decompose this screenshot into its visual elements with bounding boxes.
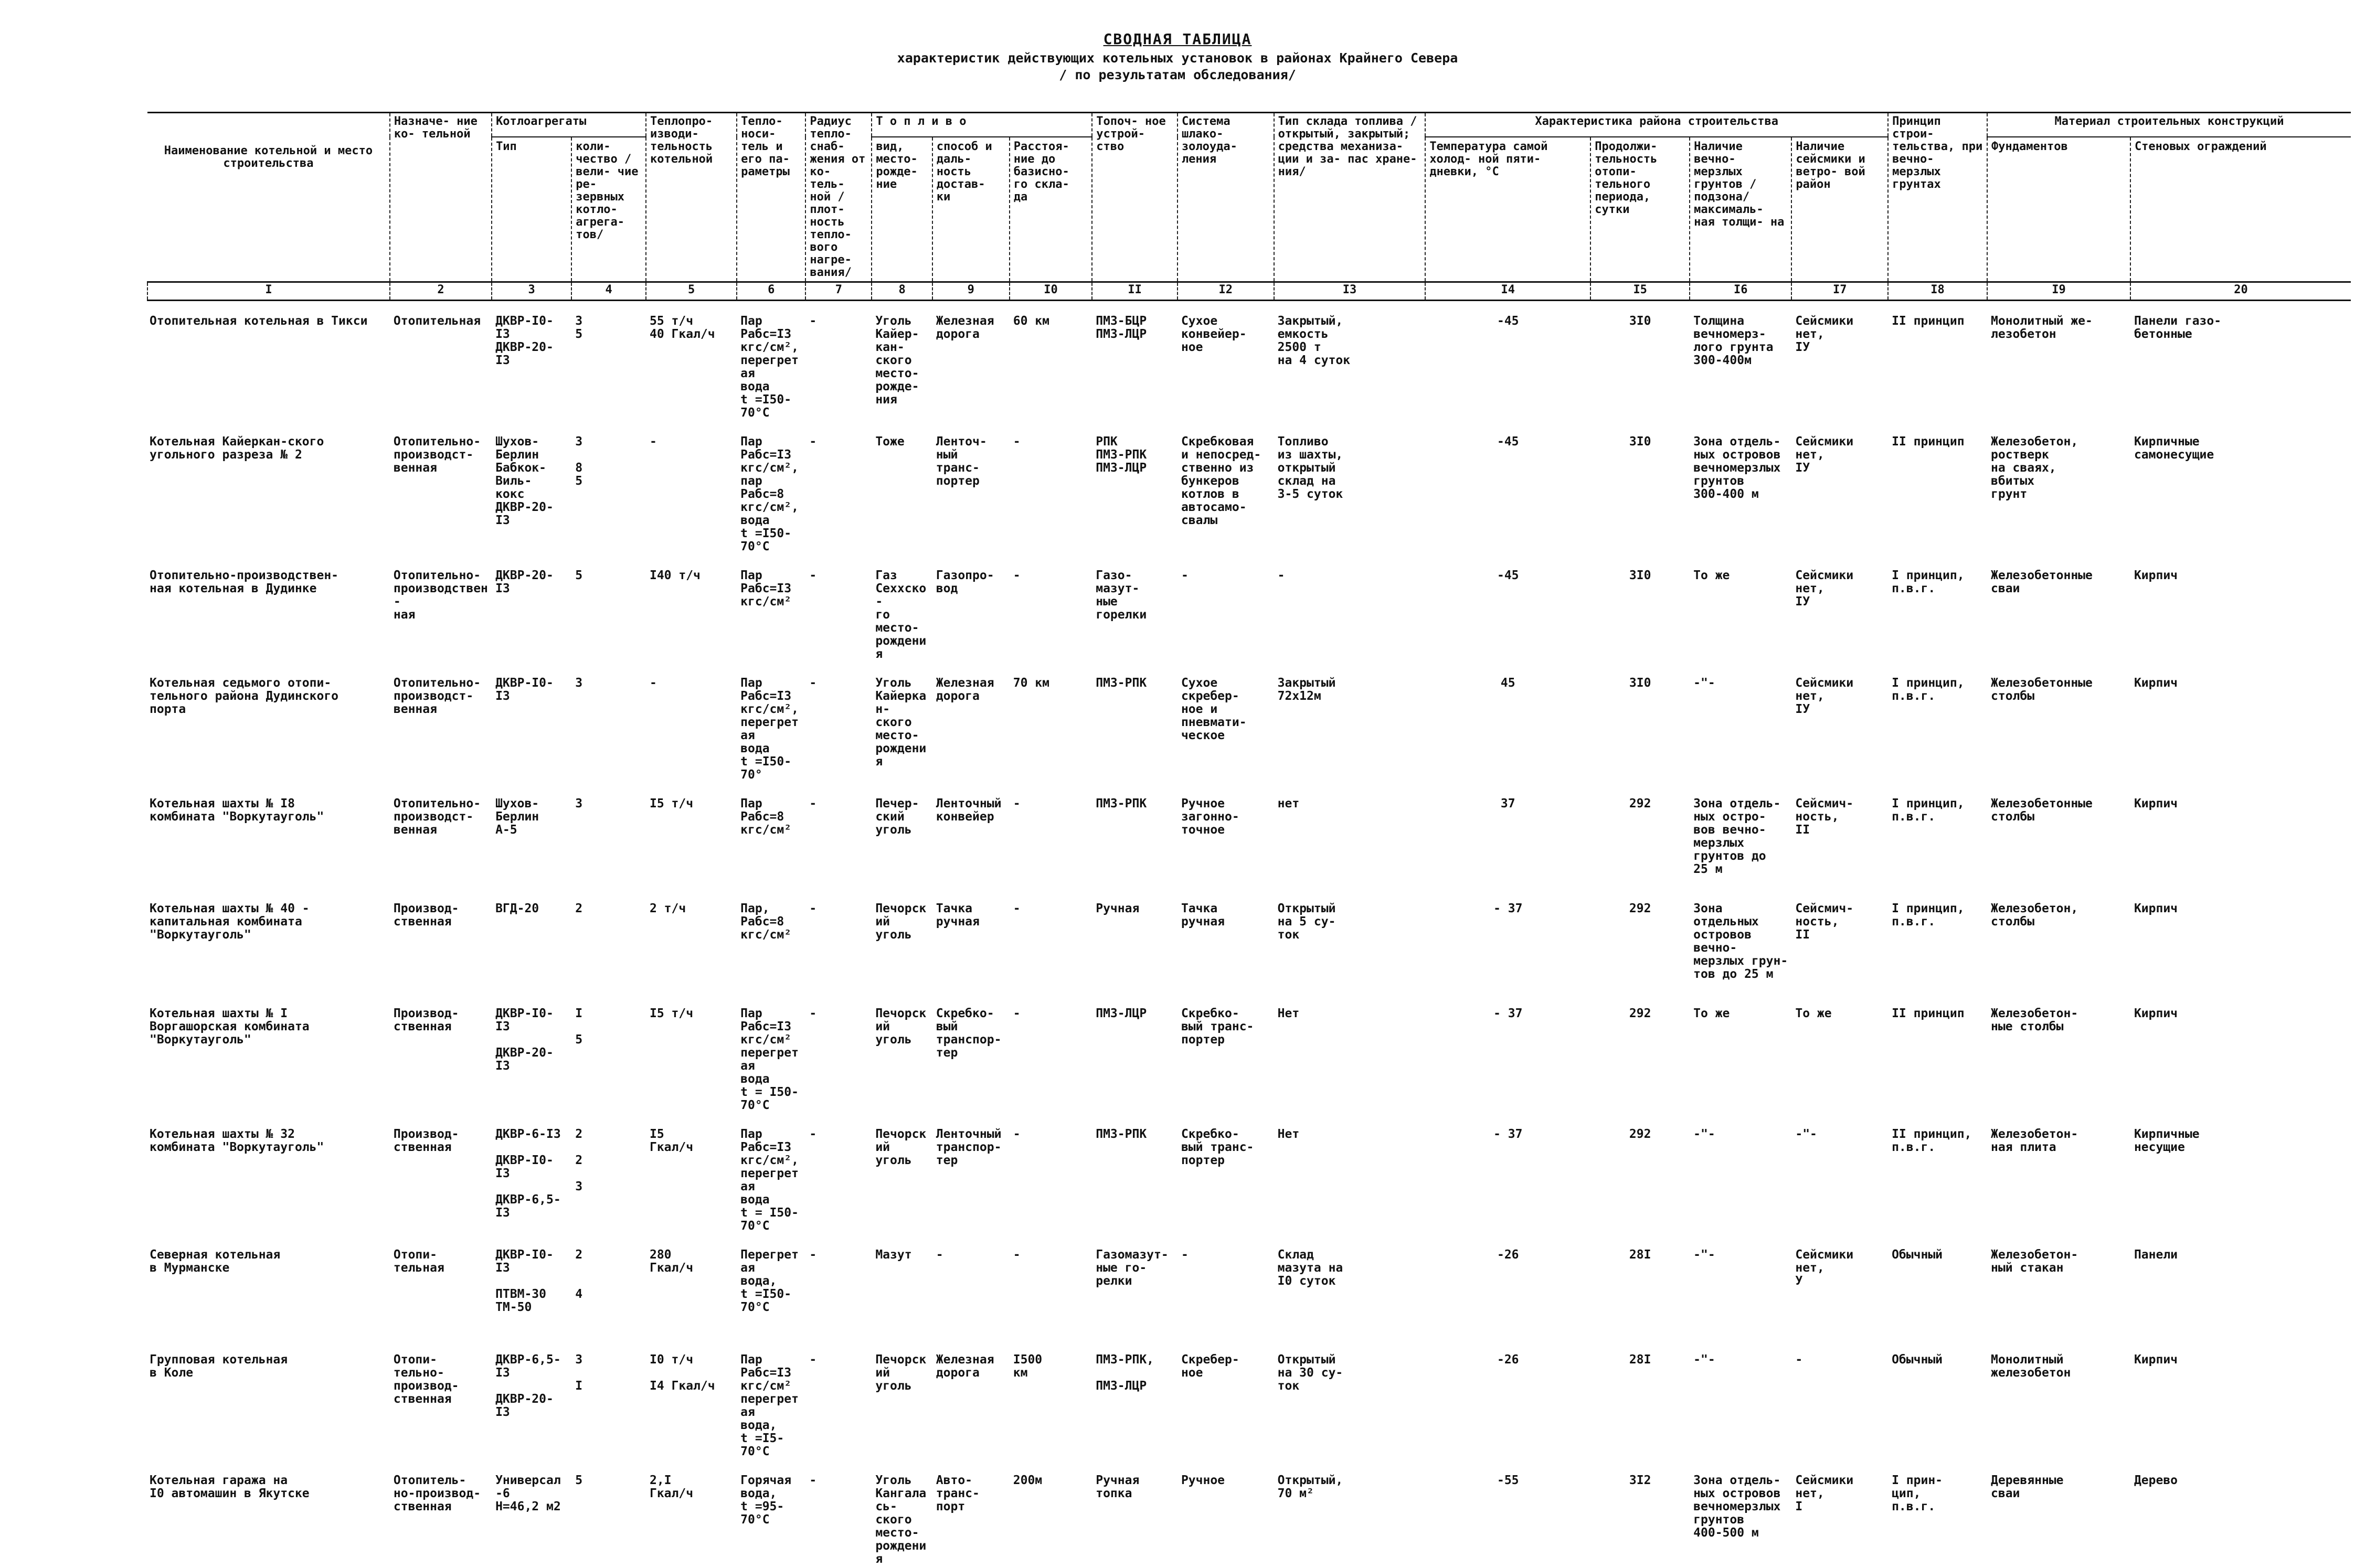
cell-supply-radius: - <box>805 663 872 784</box>
cell-name-location: Котельная Кайеркан-ского угольного разреза № 2 <box>147 422 390 556</box>
table-row <box>147 784 2351 889</box>
cell-furnace: Газомазут- ные го- релки <box>1092 1235 1178 1340</box>
cell-permafrost: -"- <box>1690 1235 1791 1340</box>
cell-temperature: - 37 <box>1425 994 1590 1114</box>
cell-foundations: Железобетон, ростверк на сваях, вбитых грунт <box>1987 422 2130 556</box>
cell-fuel-type: Уголь Кангалась- ского место- рождения <box>872 1460 932 1568</box>
table-row <box>147 1235 2351 1340</box>
cell-foundations: Железобетонные сваи <box>1987 556 2130 663</box>
cell-walls: Кирпич <box>2130 889 2351 994</box>
cell-heating-period: 292 <box>1590 1114 1690 1235</box>
cell-seismic: Сейсмики нет, У <box>1791 1235 1888 1340</box>
cell-fuel-storage: Открытый на 5 су- ток <box>1274 889 1426 994</box>
column-number: 5 <box>646 282 737 301</box>
cell-fuel-distance: 70 км <box>1010 663 1092 784</box>
table-row <box>147 1114 2351 1235</box>
cell-walls: Кирпич <box>2130 784 2351 889</box>
header-purpose: Назначе- ние ко- тельной <box>390 113 492 282</box>
cell-temperature: -55 <box>1425 1460 1590 1568</box>
summary-table <box>147 112 2351 1568</box>
cell-furnace: Газо- мазут- ные горелки <box>1092 556 1178 663</box>
cell-fuel-storage: Закрытый 72х12м <box>1274 663 1426 784</box>
header-boiler-type: Тип <box>492 137 571 282</box>
cell-heating-period: 292 <box>1590 784 1690 889</box>
cell-furnace: ПМЗ-РПК <box>1092 1114 1178 1235</box>
cell-name-location: Отопительная котельная в Тикси <box>147 301 390 422</box>
column-number: II <box>1092 282 1178 301</box>
cell-supply-radius: - <box>805 422 872 556</box>
cell-fuel-type: Печорский уголь <box>872 1114 932 1235</box>
cell-fuel-storage: Закрытый, емкость 2500 т на 4 суток <box>1274 301 1426 422</box>
cell-fuel-distance: 60 км <box>1010 301 1092 422</box>
cell-heating-period: 3I0 <box>1590 556 1690 663</box>
column-number: 2 <box>390 282 492 301</box>
header-heat-carrier: Тепло- носи- тель и его па- раметры <box>737 113 805 282</box>
table-row <box>147 556 2351 663</box>
cell-ash-removal: Скребко- вый транс- портер <box>1178 994 1274 1114</box>
cell-furnace: ПМЗ-РПК <box>1092 663 1178 784</box>
cell-boiler-count: 2 2 3 <box>571 1114 646 1235</box>
cell-capacity: 55 т/ч 40 Гкал/ч <box>646 301 737 422</box>
cell-temperature: -26 <box>1425 1340 1590 1460</box>
header-supply-radius: Радиус тепло- снаб- жения от ко- тель- ной /плот- ность тепло- вого нагре- вания/ <box>805 113 872 282</box>
column-number: 4 <box>571 282 646 301</box>
cell-supply-radius: - <box>805 1340 872 1460</box>
cell-heating-period: 3I0 <box>1590 301 1690 422</box>
cell-heating-period: 28I <box>1590 1340 1690 1460</box>
header-temperature: Температура самой холод- ной пяти- дневки, °С <box>1425 137 1590 282</box>
cell-construction-principle: II принцип <box>1888 994 1987 1114</box>
cell-construction-principle: Обычный <box>1888 1340 1987 1460</box>
table-row <box>147 422 2351 556</box>
cell-temperature: - 37 <box>1425 889 1590 994</box>
column-number: 9 <box>932 282 1010 301</box>
column-number: I3 <box>1274 282 1426 301</box>
cell-furnace: Ручная топка <box>1092 1460 1178 1568</box>
cell-boiler-count: 2 <box>571 889 646 994</box>
cell-temperature: 37 <box>1425 784 1590 889</box>
cell-capacity: I5 Гкал/ч <box>646 1114 737 1235</box>
cell-seismic: -"- <box>1791 1114 1888 1235</box>
cell-foundations: Железобетон- ные столбы <box>1987 994 2130 1114</box>
cell-capacity: 2,I Гкал/ч <box>646 1460 737 1568</box>
header-fuel-type: вид, место- рожде- ние <box>872 137 932 282</box>
cell-construction-principle: I принцип, п.в.г. <box>1888 663 1987 784</box>
column-number: I0 <box>1010 282 1092 301</box>
cell-permafrost: То же <box>1690 556 1791 663</box>
cell-permafrost: То же <box>1690 994 1791 1114</box>
cell-foundations: Монолитный же- лезобетон <box>1987 301 2130 422</box>
column-number: I9 <box>1987 282 2130 301</box>
cell-construction-principle: Обычный <box>1888 1235 1987 1340</box>
cell-permafrost: Толщина вечномерз- лого грунта 300-400м <box>1690 301 1791 422</box>
cell-fuel-delivery: Авто- транс- порт <box>932 1460 1010 1568</box>
cell-fuel-distance: - <box>1010 994 1092 1114</box>
header-seismic: Наличие сейсмики и ветро- вой район <box>1791 137 1888 282</box>
header-fuel-distance: Расстоя- ние до базисно- го скла- да <box>1010 137 1092 282</box>
header-fuel-delivery: способ и даль- ность достав- ки <box>932 137 1010 282</box>
cell-boiler-type: Универсал-6 Н=46,2 м2 <box>492 1460 571 1568</box>
cell-purpose: Производ- ственная <box>390 1114 492 1235</box>
cell-fuel-storage: - <box>1274 556 1426 663</box>
cell-seismic: Сейсмики нет, IУ <box>1791 556 1888 663</box>
cell-boiler-count: 3 <box>571 784 646 889</box>
cell-walls: Панели газо- бетонные <box>2130 301 2351 422</box>
cell-fuel-type: Печер- ский уголь <box>872 784 932 889</box>
cell-heat-carrier: Пар Pабс=I3 кгс/см² перегретая вода, t =I5-70°С <box>737 1340 805 1460</box>
header-furnace: Топоч- ное устрой- ство <box>1092 113 1178 282</box>
table-row <box>147 994 2351 1114</box>
header-heating-period: Продолжи- тельность отопи- тельного периода, сутки <box>1590 137 1690 282</box>
cell-fuel-storage: Нет <box>1274 1114 1426 1235</box>
cell-purpose: Производ- ственная <box>390 994 492 1114</box>
table-header <box>147 113 2351 301</box>
cell-furnace: ПМЗ-ЛЦР <box>1092 994 1178 1114</box>
cell-fuel-storage: Нет <box>1274 994 1426 1114</box>
cell-seismic: Сейсмики нет, I <box>1791 1460 1888 1568</box>
cell-heat-carrier: Пар Pабс=I3 кгс/см², пар Pабс=8 кгс/см², вода t =I50-70°С <box>737 422 805 556</box>
cell-name-location: Котельная шахты № I Воргашорская комбината "Воркутауголь" <box>147 994 390 1114</box>
cell-capacity: 2 т/ч <box>646 889 737 994</box>
document-header <box>0 29 2355 83</box>
header-permafrost: Наличие вечно- мерзлых грунтов /подзона/ максималь- ная толщи- на <box>1690 137 1791 282</box>
cell-walls: Кирпич <box>2130 556 2351 663</box>
cell-boiler-type: ДКВР-I0-I3 <box>492 663 571 784</box>
table-body <box>147 301 2351 1568</box>
column-number: 8 <box>872 282 932 301</box>
cell-permafrost: Зона отдельных островов вечно- мерзлых грун- тов до 25 м <box>1690 889 1791 994</box>
cell-walls: Кирпичные самонесущие <box>2130 422 2351 556</box>
document-subtitle: характеристик действующих котельных установок в районах Крайнего Севера <box>0 50 2355 67</box>
cell-name-location: Северная котельная в Мурманске <box>147 1235 390 1340</box>
cell-name-location: Котельная гаража на I0 автомашин в Якутске <box>147 1460 390 1568</box>
cell-fuel-delivery: Скребко- вый транспор- тер <box>932 994 1010 1114</box>
cell-supply-radius: - <box>805 556 872 663</box>
cell-heating-period: 3I2 <box>1590 1460 1690 1568</box>
table-row <box>147 889 2351 994</box>
cell-ash-removal: Сухое скребер- ное и пневмати- ческое <box>1178 663 1274 784</box>
cell-ash-removal: - <box>1178 1235 1274 1340</box>
header-materials-group: Материал строительных конструкций <box>1987 113 2351 137</box>
cell-permafrost: Зона отдель- ных островов вечномерзлых грунтов 300-400 м <box>1690 422 1791 556</box>
cell-boiler-count: 3 8 5 <box>571 422 646 556</box>
cell-purpose: Отопи- тельно- производ- ственная <box>390 1340 492 1460</box>
cell-permafrost: Зона отдель- ных островов вечномерзлых грунтов 400-500 м <box>1690 1460 1791 1568</box>
cell-heat-carrier: Пар Pабс=I3 кгс/см² перегретая вода t = I50-70°С <box>737 994 805 1114</box>
cell-walls: Кирпич <box>2130 994 2351 1114</box>
cell-ash-removal: Сухое конвейер- ное <box>1178 301 1274 422</box>
cell-fuel-delivery: Ленточный транспор- тер <box>932 1114 1010 1235</box>
cell-fuel-type: Печорский уголь <box>872 1340 932 1460</box>
cell-fuel-delivery: Газопро- вод <box>932 556 1010 663</box>
cell-walls: Кирпич <box>2130 663 2351 784</box>
cell-heat-carrier: Пар Pабс=I3 кгс/см² <box>737 556 805 663</box>
header-boiler-units-group: Котлоагрегаты <box>492 113 646 137</box>
cell-fuel-type: Мазут <box>872 1235 932 1340</box>
cell-walls: Панели <box>2130 1235 2351 1340</box>
cell-construction-principle: II принцип <box>1888 301 1987 422</box>
table-row <box>147 663 2351 784</box>
cell-permafrost: -"- <box>1690 1114 1791 1235</box>
column-number: I6 <box>1690 282 1791 301</box>
cell-capacity: - <box>646 422 737 556</box>
cell-fuel-distance: - <box>1010 784 1092 889</box>
cell-boiler-count: 5 <box>571 1460 646 1568</box>
column-number: 20 <box>2130 282 2351 301</box>
cell-fuel-type: Тоже <box>872 422 932 556</box>
cell-fuel-type: Уголь Кайеркан- ского место- рождения <box>872 663 932 784</box>
cell-construction-principle: I принцип, п.в.г. <box>1888 889 1987 994</box>
header-region-group: Характеристика района строительства <box>1425 113 1888 137</box>
cell-supply-radius: - <box>805 1460 872 1568</box>
cell-name-location: Котельная шахты № 40 - капитальная комбината "Воркутауголь" <box>147 889 390 994</box>
cell-fuel-storage: Открытый на 30 су- ток <box>1274 1340 1426 1460</box>
column-number: I <box>147 282 390 301</box>
cell-capacity: - <box>646 663 737 784</box>
cell-construction-principle: II принцип, п.в.г. <box>1888 1114 1987 1235</box>
cell-purpose: Отопительно- производст- венная <box>390 422 492 556</box>
cell-fuel-distance: - <box>1010 1114 1092 1235</box>
cell-heat-carrier: Горячая вода, t =95-70°С <box>737 1460 805 1568</box>
document-title: СВОДНАЯ ТАБЛИЦА <box>0 29 2355 50</box>
cell-supply-radius: - <box>805 889 872 994</box>
cell-seismic: - <box>1791 1340 1888 1460</box>
cell-furnace: Ручная <box>1092 889 1178 994</box>
cell-boiler-type: ДКВР-I0-I3 ПТВМ-30 ТМ-50 <box>492 1235 571 1340</box>
cell-capacity: I40 т/ч <box>646 556 737 663</box>
cell-purpose: Отопительно- производст- венная <box>390 784 492 889</box>
cell-boiler-count: 5 <box>571 556 646 663</box>
cell-seismic: Сейсмич- ность, II <box>1791 889 1888 994</box>
cell-furnace: ПМЗ-РПК, ПМЗ-ЛЦР <box>1092 1340 1178 1460</box>
cell-foundations: Железобетонные столбы <box>1987 784 2130 889</box>
cell-supply-radius: - <box>805 784 872 889</box>
cell-foundations: Железобетон, столбы <box>1987 889 2130 994</box>
cell-construction-principle: I прин- цип, п.в.г. <box>1888 1460 1987 1568</box>
table-row <box>147 1340 2351 1460</box>
cell-boiler-type: ДКВР-I0-I3 ДКВР-20-I3 <box>492 301 571 422</box>
cell-name-location: Котельная шахты № 32 комбината "Воркутауголь" <box>147 1114 390 1235</box>
cell-name-location: Котельная шахты № I8 комбината "Воркутауголь" <box>147 784 390 889</box>
cell-boiler-count: 2 4 <box>571 1235 646 1340</box>
cell-foundations: Монолитный железобетон <box>1987 1340 2130 1460</box>
cell-walls: Кирпичные несущие <box>2130 1114 2351 1235</box>
cell-capacity: 280 Гкал/ч <box>646 1235 737 1340</box>
column-number-row <box>147 282 2351 301</box>
cell-ash-removal: Скребко- вый транс- портер <box>1178 1114 1274 1235</box>
cell-boiler-count: 3 <box>571 663 646 784</box>
cell-fuel-storage: Открытый, 70 м² <box>1274 1460 1426 1568</box>
cell-temperature: -45 <box>1425 422 1590 556</box>
cell-foundations: Железобетон- ная плита <box>1987 1114 2130 1235</box>
column-number: I7 <box>1791 282 1888 301</box>
table-row <box>147 1460 2351 1568</box>
cell-fuel-distance: 200м <box>1010 1460 1092 1568</box>
cell-fuel-storage: Склад мазута на I0 суток <box>1274 1235 1426 1340</box>
cell-supply-radius: - <box>805 301 872 422</box>
cell-construction-principle: I принцип, п.в.г. <box>1888 556 1987 663</box>
cell-fuel-delivery: Ленточ- ный транс- портер <box>932 422 1010 556</box>
cell-walls: Дерево <box>2130 1460 2351 1568</box>
cell-supply-radius: - <box>805 1235 872 1340</box>
cell-capacity: I5 т/ч <box>646 994 737 1114</box>
cell-fuel-distance: I500 км <box>1010 1340 1092 1460</box>
cell-heat-carrier: Пар Pабс=8 кгс/см² <box>737 784 805 889</box>
cell-fuel-delivery: Железная дорога <box>932 663 1010 784</box>
cell-boiler-type: ДКВР-I0-I3 ДКВР-20-I3 <box>492 994 571 1114</box>
cell-boiler-type: Шухов-Берлин Бабкок-Виль- кокс ДКВР-20-I3 <box>492 422 571 556</box>
column-number: I2 <box>1178 282 1274 301</box>
column-number: 3 <box>492 282 571 301</box>
cell-fuel-delivery: Железная дорога <box>932 301 1010 422</box>
cell-furnace: РПК ПМЗ-РПК ПМЗ-ЛЦР <box>1092 422 1178 556</box>
cell-fuel-distance: - <box>1010 1235 1092 1340</box>
header-construction-principle: Принцип строи- тельства, при вечно- мерзлых грунтах <box>1888 113 1987 282</box>
cell-fuel-type: Уголь Кайер- кан- ского место- рожде- ния <box>872 301 932 422</box>
cell-fuel-type: Печорский уголь <box>872 889 932 994</box>
cell-capacity: I5 т/ч <box>646 784 737 889</box>
cell-heating-period: 3I0 <box>1590 663 1690 784</box>
cell-ash-removal: Ручное <box>1178 1460 1274 1568</box>
cell-boiler-type: Шухов-Берлин А-5 <box>492 784 571 889</box>
cell-temperature: -45 <box>1425 556 1590 663</box>
header-ash-removal: Система шлако- золоуда- ления <box>1178 113 1274 282</box>
cell-furnace: ПМЗ-РПК <box>1092 784 1178 889</box>
cell-foundations: Железобетонные столбы <box>1987 663 2130 784</box>
cell-permafrost: -"- <box>1690 663 1791 784</box>
cell-heat-carrier: Пар Pабс=I3 кгс/см², перегретая вода t = I50-70°С <box>737 1114 805 1235</box>
table-row <box>147 301 2351 422</box>
cell-purpose: Отопитель- но-производ- ственная <box>390 1460 492 1568</box>
cell-seismic: Сейсмики нет, IУ <box>1791 422 1888 556</box>
cell-boiler-count: I 5 <box>571 994 646 1114</box>
cell-ash-removal: - <box>1178 556 1274 663</box>
cell-foundations: Железобетон- ный стакан <box>1987 1235 2130 1340</box>
column-number: I8 <box>1888 282 1987 301</box>
cell-heat-carrier: Перегретая вода, t =I50-70°С <box>737 1235 805 1340</box>
cell-permafrost: -"- <box>1690 1340 1791 1460</box>
cell-ash-removal: Скребковая и непосред- ственно из бункеров котлов в автосамо- свалы <box>1178 422 1274 556</box>
cell-walls: Кирпич <box>2130 1340 2351 1460</box>
cell-heat-carrier: Пар Pабс=I3 кгс/см², перегретая вода t =I50-70° <box>737 663 805 784</box>
cell-construction-principle: II принцип <box>1888 422 1987 556</box>
cell-fuel-delivery: Ленточный конвейер <box>932 784 1010 889</box>
cell-furnace: ПМЗ-БЦР ПМЗ-ЛЦР <box>1092 301 1178 422</box>
cell-capacity: I0 т/ч I4 Гкал/ч <box>646 1340 737 1460</box>
cell-fuel-type: Печорский уголь <box>872 994 932 1114</box>
cell-boiler-type: ВГД-20 <box>492 889 571 994</box>
header-boiler-count: коли- чество /вели- чие ре- зервных котло- агрега- тов/ <box>571 137 646 282</box>
cell-seismic: То же <box>1791 994 1888 1114</box>
cell-heating-period: 3I0 <box>1590 422 1690 556</box>
cell-fuel-delivery: Железная дорога <box>932 1340 1010 1460</box>
cell-ash-removal: Ручное загонно- точное <box>1178 784 1274 889</box>
cell-heating-period: 292 <box>1590 994 1690 1114</box>
cell-supply-radius: - <box>805 994 872 1114</box>
cell-construction-principle: I принцип, п.в.г. <box>1888 784 1987 889</box>
cell-boiler-type: ДКВР-20-I3 <box>492 556 571 663</box>
cell-ash-removal: Тачка ручная <box>1178 889 1274 994</box>
cell-seismic: Сейсмич- ность, II <box>1791 784 1888 889</box>
document-subtitle-note: / по результатам обследования/ <box>0 67 2355 83</box>
cell-foundations: Деревянные сваи <box>1987 1460 2130 1568</box>
cell-fuel-type: Газ Сеххско- го место- рождения <box>872 556 932 663</box>
cell-permafrost: Зона отдель- ных остро- вов вечно- мерзлых грунтов до 25 м <box>1690 784 1791 889</box>
header-capacity: Теплопро- изводи- тельность котельной <box>646 113 737 282</box>
cell-purpose: Отопи- тельная <box>390 1235 492 1340</box>
cell-purpose: Отопительно- производст- венная <box>390 663 492 784</box>
cell-fuel-distance: - <box>1010 556 1092 663</box>
cell-fuel-distance: - <box>1010 422 1092 556</box>
cell-heat-carrier: Пар Pабс=I3 кгс/см², перегретая вода t =I50- 70°С <box>737 301 805 422</box>
column-number: 7 <box>805 282 872 301</box>
cell-heating-period: 292 <box>1590 889 1690 994</box>
cell-boiler-count: 3 5 <box>571 301 646 422</box>
cell-temperature: - 37 <box>1425 1114 1590 1235</box>
header-fuel-storage: Тип склада топлива /открытый, закрытый; средства механиза- ции и за- пас хране- ния/ <box>1274 113 1426 282</box>
cell-boiler-count: 3 I <box>571 1340 646 1460</box>
cell-fuel-delivery: - <box>932 1235 1010 1340</box>
cell-boiler-type: ДКВР-6,5-I3 ДКВР-20-I3 <box>492 1340 571 1460</box>
cell-ash-removal: Скребер- ное <box>1178 1340 1274 1460</box>
cell-name-location: Котельная седьмого отопи- тельного района Дудинского порта <box>147 663 390 784</box>
cell-boiler-type: ДКВР-6-I3 ДКВР-I0-I3 ДКВР-6,5-I3 <box>492 1114 571 1235</box>
header-fuel-group: Т о п л и в о <box>872 113 1092 137</box>
cell-supply-radius: - <box>805 1114 872 1235</box>
cell-name-location: Групповая котельная в Коле <box>147 1340 390 1460</box>
cell-temperature: -45 <box>1425 301 1590 422</box>
header-foundations: Фундаментов <box>1987 137 2130 282</box>
cell-fuel-storage: нет <box>1274 784 1426 889</box>
cell-name-location: Отопительно-производствен- ная котельная в Дудинке <box>147 556 390 663</box>
cell-fuel-delivery: Тачка ручная <box>932 889 1010 994</box>
cell-purpose: Производ- ственная <box>390 889 492 994</box>
column-number: 6 <box>737 282 805 301</box>
cell-temperature: -26 <box>1425 1235 1590 1340</box>
cell-heating-period: 28I <box>1590 1235 1690 1340</box>
cell-seismic: Сейсмики нет, IУ <box>1791 301 1888 422</box>
cell-fuel-distance: - <box>1010 889 1092 994</box>
column-number: I5 <box>1590 282 1690 301</box>
header-name-location: Наименование котельной и место строительства <box>147 113 390 282</box>
cell-temperature: 45 <box>1425 663 1590 784</box>
cell-purpose: Отопительно- производствен- ная <box>390 556 492 663</box>
cell-seismic: Сейсмики нет, IУ <box>1791 663 1888 784</box>
header-walls: Стеновых ограждений <box>2130 137 2351 282</box>
column-number: I4 <box>1425 282 1590 301</box>
cell-fuel-storage: Топливо из шахты, открытый склад на 3-5 суток <box>1274 422 1426 556</box>
cell-purpose: Отопительная <box>390 301 492 422</box>
cell-heat-carrier: Пар, Pабс=8 кгс/см² <box>737 889 805 994</box>
